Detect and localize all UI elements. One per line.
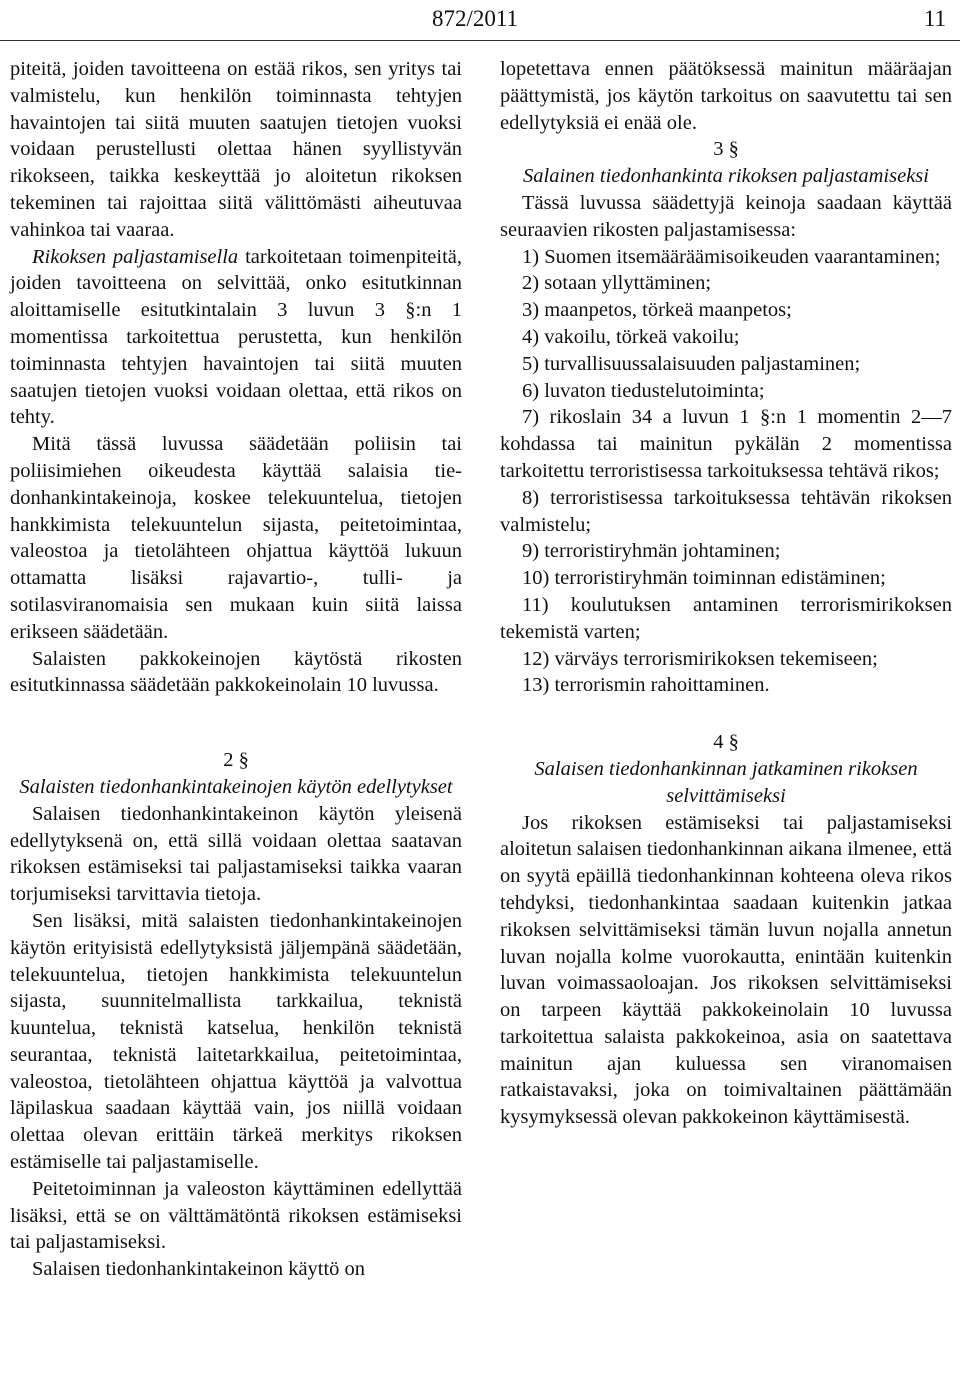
paragraph: Salaisen tiedonhankintakeinon käyttö on [32, 1258, 366, 1281]
paragraph: Salaisten pakkokeinojen käytöstä rikosten esitutkinnassa säädetään pakkokeinolain 10 luvussa. [10, 647, 462, 697]
paragraph: Mitä tässä luvussa säädetään poliisin tai poliisimiehen oikeudesta käyttää salaisia tiedonhankintakeinoja, koskee telekuuntelua, tietojen hankkimista telekuuntelun sijasta, peitetoimintaa, valeostoa ja tietolähteen ohjattua käyttöä lukuun ottamatta lisäksi rajavartio-, tulli- ja sotilasviranomaisia sen mukaan kuin siitä laissa erikseen säädetään. [10, 433, 462, 643]
list-item: 2) sotaan yllyttäminen; [522, 272, 712, 295]
list-item: 12) värväys terrorismirikoksen tekemiseen; [522, 647, 878, 670]
section-number: 3 § [713, 138, 739, 161]
paragraph: Sen lisäksi, mitä salaisten tiedonhankintakeinojen käytön erityisistä edellytyksistä jäljempänä säädetään, telekuuntelua, tietojen hankkimista telekuuntelun sijasta, suunnitelmallista tarkkailua, teknistä kuuntelua, teknistä katselua, henkilön teknistä seurantaa, teknistä laitetarkkailua, peitetoimintaa, valeostoa, tietolähteen ohjattua käyttöä ja valvottua läpilaskua saadaan käyttää vain, jos niillä voidaan olettaa olevan erittäin tärkeä merkitys rikoksen estämiselle tai paljastamiselle. [10, 909, 462, 1174]
header-rule [0, 40, 960, 41]
paragraph-text: tarkoitetaan toimenpiteitä, joiden tavoitteena on selvittää, onko esitutkinnan aloittamiselle esitutkintalain 3 luvun 3 §:n 1 momentissa tarkoitettua perustetta, kun henkilön toiminnasta tehtyjen havaintojen tai siitä muuten saatujen tietojen vuoksi voidaan olettaa, että rikos on tehty. [10, 245, 462, 429]
defined-term: Rikoksen paljastamisella [32, 245, 239, 268]
list-item: 5) turvallisuussalaisuuden paljastaminen; [522, 352, 861, 375]
section-title: Salainen tiedonhankinta rikoksen paljastamiseksi [523, 165, 929, 188]
list-item: 13) terrorismin rahoittaminen. [522, 674, 770, 697]
section-title: Salaisen tiedonhankinnan jatkaminen rikoksen selvittämiseksi [534, 757, 918, 807]
list-item: 3) maanpetos, törkeä maanpetos; [522, 299, 792, 322]
crime-list [500, 244, 952, 700]
list-item: 6) luvaton tiedustelutoiminta; [522, 379, 765, 402]
page-header [0, 6, 960, 34]
list-item: 10) terroristiryhmän toiminnan edistäminen; [522, 567, 886, 590]
paragraph: Tässä luvussa säädettyjä keinoja saadaan käyttää seuraavien rikosten paljastamisessa: [500, 191, 952, 241]
paragraph: Jos rikoksen estämiseksi tai paljastamiseksi aloitetun salaisen tiedonhankinnan aikana ilmenee, että on syytä epäillä tiedonhankinnan kohteena oleva rikos tehdyksi, tiedonhankintaa saadaan kuitenkin jatkaa rikoksen selvittämiseksi tämän luvun nojalla annetun luvan nojalla kolme vuorokautta, enintään kuitenkin luvan voimassaoloajan. Jos rikoksen selvittämiseksi on tarpeen käyttää pakkokeinolain 10 luvussa tarkoitettua salaista pakkokeinoa, asia on saatettava mainitun ajan kuluessa sen viranomaisen ratkaistavaksi, joka on toimivaltainen päättämään kysymyksessä olevan pakkokeinon käyttämisestä. [500, 811, 952, 1129]
page-number: 11 [923, 6, 946, 31]
paragraph: piteitä, joiden tavoitteena on estää rikos, sen yritys tai valmistelu, kun henkilön toiminnasta tehtyjen havaintojen tai siitä muuten saatujen tietojen vuoksi voidaan perustellusti olettaa hänen syyllistyvän rikokseen, taikka keskeyttää jo aloitetun rikoksen tekeminen tai rajoittaa siitä välittömästi aiheutuvaa vahinkoa tai vaaraa. [10, 58, 462, 241]
right-column [500, 56, 952, 1131]
document-code: 872/2011 [432, 6, 519, 31]
left-column [10, 56, 462, 1283]
list-item: 9) terroristiryhmän johtaminen; [522, 540, 781, 563]
paragraph: lopetettava ennen päätöksessä mainitun määräajan päättymistä, jos käytön tarkoitus on saavutettu tai sen edellytyksiä ei enää ole. [500, 58, 952, 134]
list-item: 8) terroristisessa tarkoituksessa tehtävän rikoksen valmistelu; [500, 486, 952, 536]
paragraph [10, 244, 462, 432]
list-item: 11) koulutuksen antaminen terrorismirikoksen tekemistä varten; [500, 593, 952, 643]
list-item: 4) vakoilu, törkeä vakoilu; [522, 325, 740, 348]
section-title: Salaisten tiedonhankintakeinojen käytön edellytykset [19, 775, 453, 798]
list-item: 7) rikoslain 34 a luvun 1 §:n 1 momentin 2—7 kohdassa tai mainitun pykälän 2 momentissa tarkoitettu terroristisessa tarkoituksessa tehtävä rikos; [500, 406, 952, 482]
section-number: 4 § [713, 731, 739, 754]
paragraph: Peitetoiminnan ja valeoston käyttäminen edellyttää lisäksi, että se on välttämätöntä rikoksen estämiseksi tai paljastamiseksi. [10, 1177, 462, 1254]
list-item: 1) Suomen itsemääräämisoikeuden vaarantaminen; [522, 245, 941, 268]
section-number: 2 § [223, 749, 249, 772]
paragraph: Salaisen tiedonhankintakeinon käytön yleisenä edellytyksenä on, että sillä voidaan olettaa saatavan rikoksen estämiseksi tai paljastamiseksi taikka vaaran torjumiseksi tarvittavia tietoja. [10, 802, 462, 906]
